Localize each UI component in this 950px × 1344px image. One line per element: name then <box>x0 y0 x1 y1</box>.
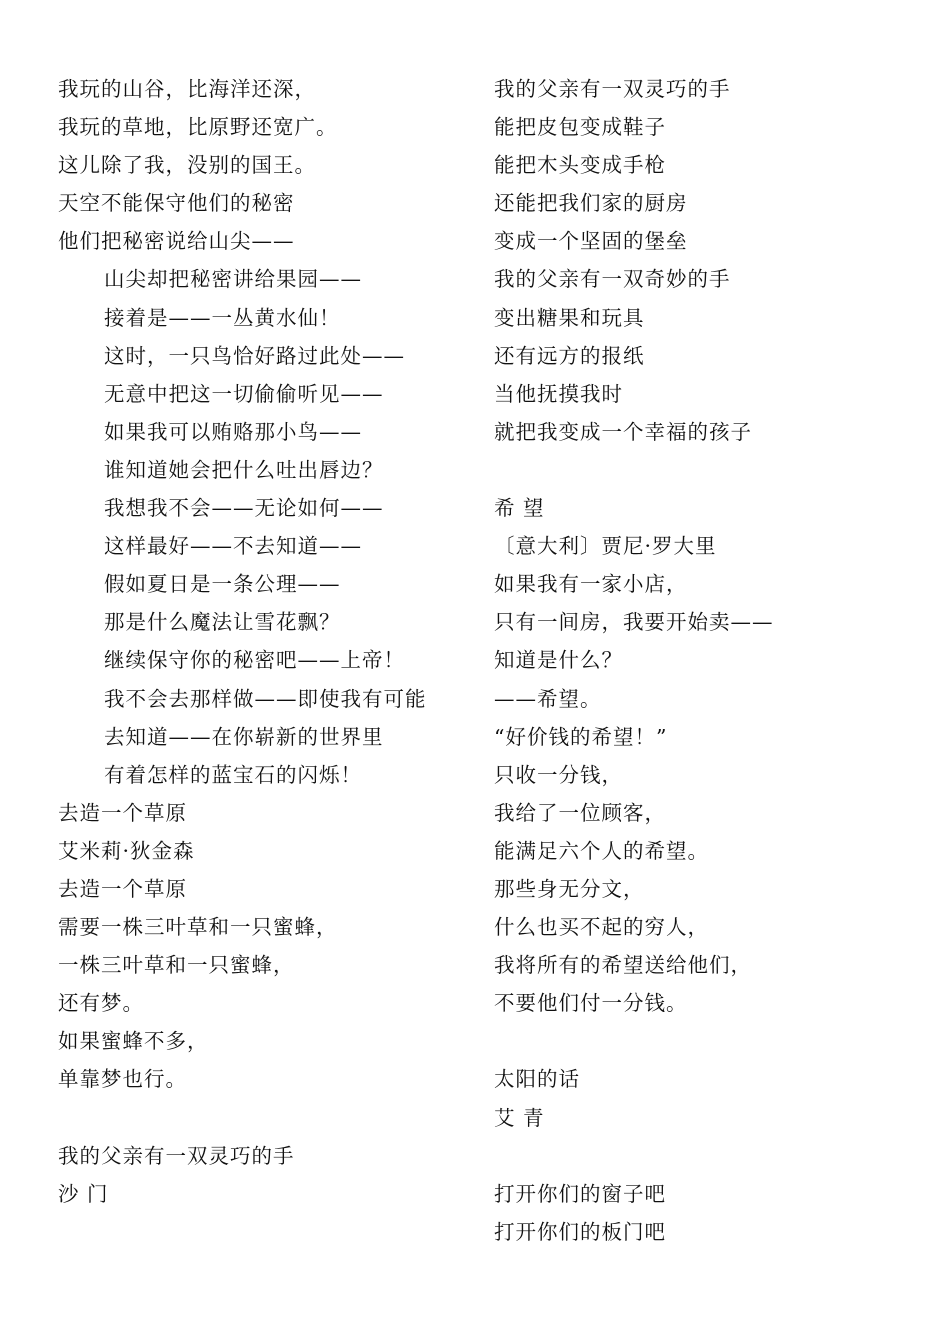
poem-author: 艾米莉·狄金森 <box>58 838 195 863</box>
poem-line: 还能把我们家的厨房 <box>494 191 688 216</box>
poem-line: 如果我可以贿赂那小鸟—— <box>104 419 362 444</box>
poem-line: 谁知道她会把什么吐出唇边？ <box>104 457 384 482</box>
poem-line: 只收一分钱， <box>494 762 623 787</box>
poem5-body <box>494 1175 914 1251</box>
poem-author: 沙 门 <box>58 1181 109 1206</box>
stanza-gap <box>494 1022 914 1060</box>
poem-line: 还有远方的报纸 <box>494 343 645 368</box>
poem-line: 这时，一只鸟恰好路过此处—— <box>104 343 405 368</box>
poem-line: 有着怎样的蓝宝石的闪烁！ <box>104 762 362 787</box>
poem-line: 如果我有一家小店， <box>494 572 688 597</box>
poem-line: 天空不能保守他们的秘密 <box>58 191 295 216</box>
poem-line: 如果蜜蜂不多， <box>58 1029 209 1054</box>
poem-author: 〔意大利〕贾尼·罗大里 <box>494 534 717 559</box>
poem-line: 我将所有的希望送给他们， <box>494 953 752 978</box>
stanza-gap <box>494 1137 914 1175</box>
poem-line: 那是什么魔法让雪花飘？ <box>104 610 341 635</box>
poem-line: 这样最好——不去知道—— <box>104 534 362 559</box>
left-column <box>58 70 468 1213</box>
poem-line: 我的父亲有一双灵巧的手 <box>494 77 731 101</box>
poem-line: 只有一间房，我要开始卖—— <box>494 610 774 635</box>
poem-line: 知道是什么？ <box>494 648 623 673</box>
poem-line: 我玩的草地，比原野还宽广。 <box>58 115 338 140</box>
poem-line: 我玩的山谷，比海洋还深， <box>58 77 316 101</box>
poem-line: 还有梦。 <box>58 991 144 1016</box>
poem-line: 什么也买不起的穷人， <box>494 915 709 940</box>
poem1-intro <box>58 70 468 260</box>
poem3-body <box>494 70 914 451</box>
poem-line: 假如夏日是一条公理—— <box>104 572 341 597</box>
poem-line: 能把皮包变成鞋子 <box>494 115 666 140</box>
poem-line: 打开你们的板门吧 <box>494 1219 666 1244</box>
poem-line: 继续保守你的秘密吧——上帝！ <box>104 648 405 673</box>
poem-line: “好价钱的希望！” <box>494 724 668 749</box>
poem-line: 接着是——一丛黄水仙！ <box>104 305 341 330</box>
poem3-header <box>58 1137 468 1213</box>
poem5-header <box>494 1060 914 1136</box>
poem-line: 我想我不会——无论如何—— <box>104 496 384 521</box>
poem-line: 当他抚摸我时 <box>494 381 623 406</box>
poem-line: 能把木头变成手枪 <box>494 153 666 178</box>
poem-line: 这儿除了我，没别的国王。 <box>58 153 316 178</box>
poem-title: 我的父亲有一双灵巧的手 <box>58 1143 295 1168</box>
poem-title: 去造一个草原 <box>58 800 187 825</box>
poem-line: 那些身无分文， <box>494 876 645 901</box>
poem-line: 去造一个草原 <box>58 876 187 901</box>
stanza-gap <box>58 1099 468 1137</box>
poem-line: 变出糖果和玩具 <box>494 305 645 330</box>
poem-line: 无意中把这一切偷偷听见—— <box>104 381 384 406</box>
poem4 <box>494 489 914 1022</box>
poem-author: 艾 青 <box>494 1105 545 1130</box>
right-column <box>494 70 914 1251</box>
poem-line: 我的父亲有一双奇妙的手 <box>494 267 731 292</box>
poem-title: 希 望 <box>494 496 545 521</box>
poem-line: 山尖却把秘密讲给果园—— <box>104 267 362 292</box>
poem-line: 打开你们的窗子吧 <box>494 1181 666 1206</box>
poem-line: 去知道——在你崭新的世界里 <box>104 724 384 749</box>
poem2 <box>58 794 468 1099</box>
stanza-gap <box>494 451 914 489</box>
poem-line: ——希望。 <box>494 686 602 711</box>
poem-line: 单靠梦也行。 <box>58 1067 187 1092</box>
poem-line: 我不会去那样做——即使我有可能 <box>104 686 427 711</box>
poem-line: 需要一株三叶草和一只蜜蜂， <box>58 915 338 940</box>
poem-line: 能满足六个人的希望。 <box>494 838 709 863</box>
poem-line: 他们把秘密说给山尖—— <box>58 229 295 254</box>
poem-line: 我给了一位顾客， <box>494 800 666 825</box>
poem-title: 太阳的话 <box>494 1067 580 1092</box>
poem-line: 就把我变成一个幸福的孩子 <box>494 419 752 444</box>
poem-line: 不要他们付一分钱。 <box>494 991 688 1016</box>
poem-line: 一株三叶草和一只蜜蜂， <box>58 953 295 978</box>
poem1-indented <box>58 260 468 793</box>
poem-line: 变成一个坚固的堡垒 <box>494 229 688 254</box>
